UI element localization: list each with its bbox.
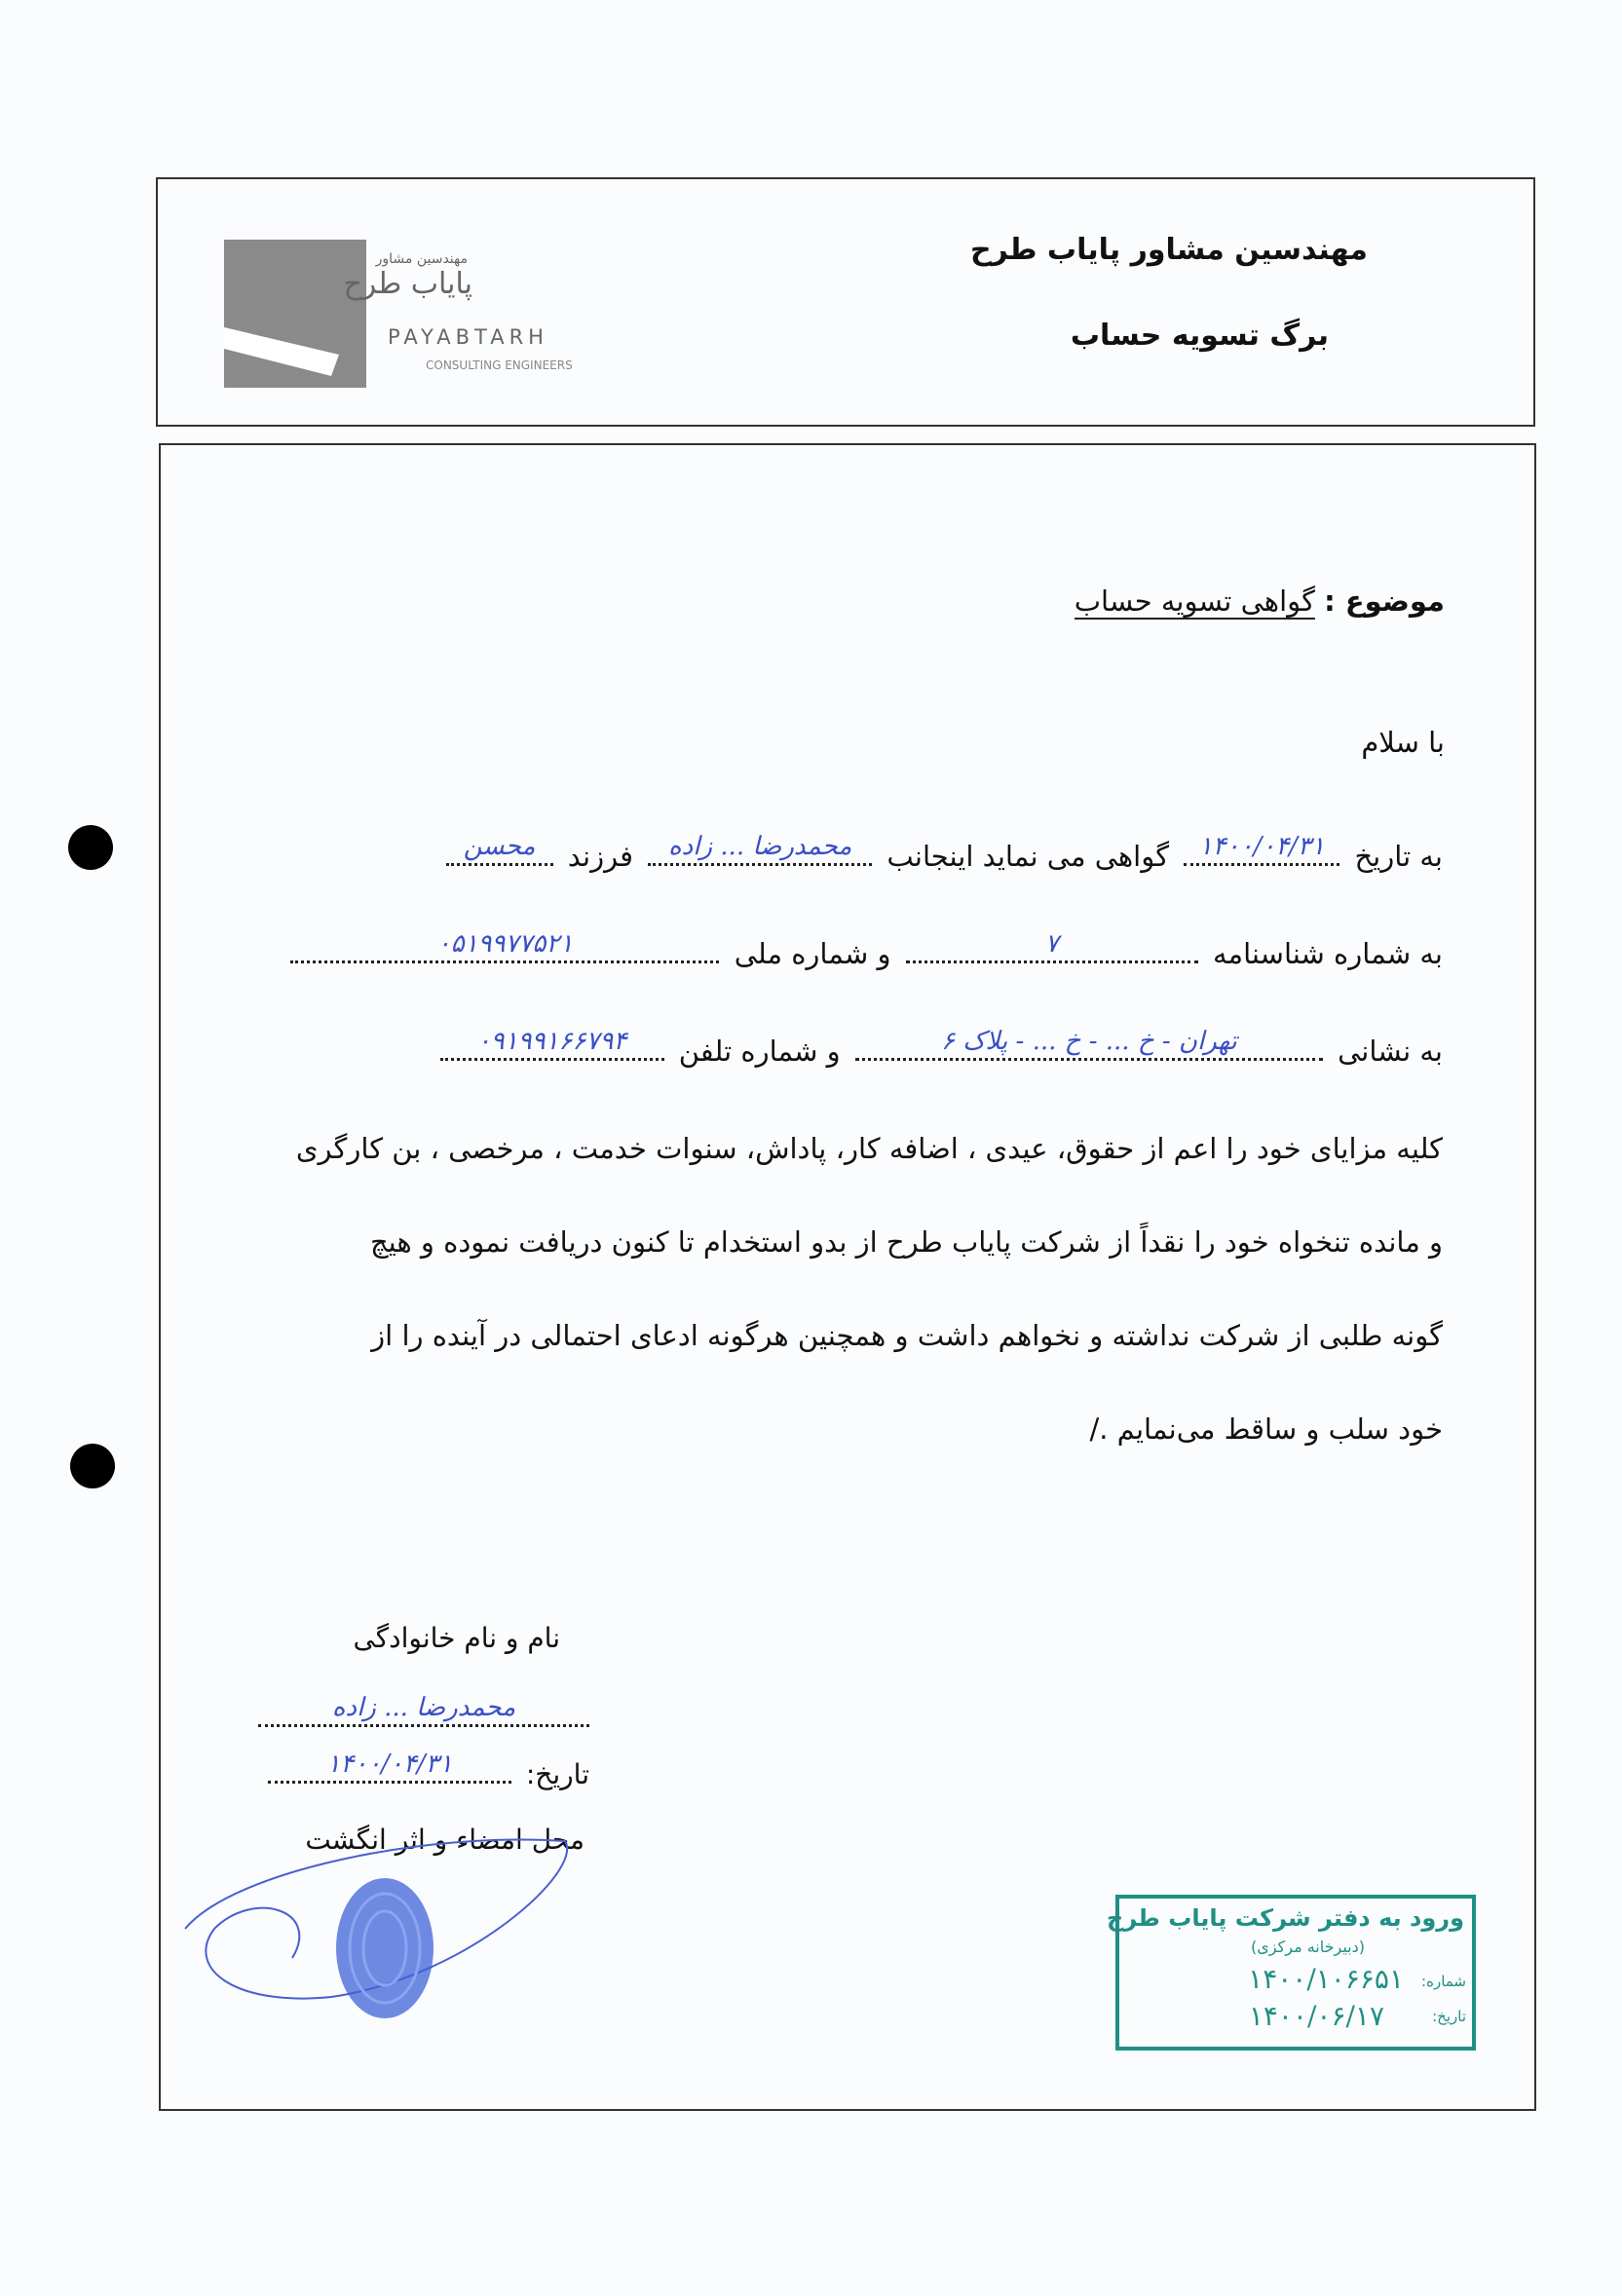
punch-hole xyxy=(70,1444,115,1488)
address-label: به نشانی xyxy=(1338,1035,1443,1068)
company-name: مهندسین مشاور پایاب طرح xyxy=(969,233,1368,267)
line-address xyxy=(434,1027,1443,1068)
national-value: ۰۵۱۹۹۷۷۵۲۱ xyxy=(436,929,574,959)
address-value: تهران - خ ... - خ ... - پلاک ۶ xyxy=(941,1027,1237,1056)
child-of-label: فرزند xyxy=(567,840,633,873)
id-value: ۷ xyxy=(1044,929,1059,959)
logo-fa-small: مهندسین مشاور xyxy=(375,251,468,267)
phone-field xyxy=(440,1027,664,1061)
stamp-subtitle: (دبیرخانه مرکزی) xyxy=(1251,1938,1365,1956)
signature-name-value: محمدرضا ... زاده xyxy=(331,1693,516,1722)
subject-line xyxy=(1075,584,1445,618)
line-id xyxy=(284,929,1443,970)
name-field xyxy=(648,832,872,866)
form-title: برگ تسویه حساب xyxy=(1070,319,1329,353)
stamp-number-label: شماره: xyxy=(1421,1973,1466,1990)
national-label: و شماره ملی xyxy=(734,937,891,970)
father-value: محسن xyxy=(463,832,536,861)
logo-mark-icon xyxy=(224,240,366,388)
signature-date-value: ۱۴۰۰/۰۴/۳۱ xyxy=(326,1750,453,1779)
punch-hole xyxy=(68,825,113,870)
father-field xyxy=(446,832,553,866)
address-field xyxy=(855,1027,1323,1061)
subject-label: موضوع : xyxy=(1324,584,1445,618)
signature-name-field xyxy=(258,1695,589,1727)
subject-text: گواهی تسویه حساب xyxy=(1074,584,1315,618)
header-box xyxy=(156,177,1535,427)
greeting: با سلام xyxy=(1361,726,1445,759)
company-logo xyxy=(224,240,653,395)
national-field xyxy=(290,929,719,963)
id-label: به شماره شناسنامه xyxy=(1212,937,1443,970)
registry-stamp xyxy=(1107,1895,1476,2051)
signature-date xyxy=(262,1750,589,1790)
id-field xyxy=(906,929,1198,963)
certify-text: گواهی می نماید اینجانب xyxy=(886,840,1170,873)
paragraph-line: کلیه مزایای خود را اعم از حقوق، عیدی ، اضافه کار، پاداش، سنوات خدمت ، مرخصی ، بن کارگری xyxy=(295,1132,1443,1165)
signature-date-label: تاریخ: xyxy=(525,1758,589,1790)
date-value: ۱۴۰۰/۰۴/۳۱ xyxy=(1198,832,1325,861)
date-field xyxy=(1184,832,1339,866)
phone-label: و شماره تلفن xyxy=(678,1035,841,1068)
date-label: به تاریخ xyxy=(1354,840,1443,873)
line-date-name xyxy=(440,832,1443,873)
phone-value: ۰۹۱۹۹۱۶۶۷۹۴ xyxy=(476,1027,627,1056)
logo-en-sub: CONSULTING ENGINEERS xyxy=(426,358,573,372)
paragraph-line: و مانده تنخواه خود را نقداً از شرکت پایاب طرح از بدو استخدام تا کنون دریافت نموده و هیچ xyxy=(369,1225,1443,1259)
paragraph-line: گونه طلبی از شرکت نداشته و نخواهم داشت و همچنین هرگونه ادعای احتمالی در آینده را از xyxy=(371,1319,1443,1352)
stamp-title: ورود به دفتر شرکت پایاب طرح xyxy=(1107,1904,1464,1932)
signature-name-label: نام و نام خانوادگی xyxy=(353,1622,560,1654)
signature-date-field xyxy=(268,1750,511,1784)
paragraph-line: خود سلب و ساقط می‌نمایم ./ xyxy=(1089,1412,1443,1446)
logo-fa-name: پایاب طرح xyxy=(343,267,472,301)
name-value: محمدرضا ... زاده xyxy=(668,832,852,861)
signature-place-label: محل امضاء و اثر انگشت xyxy=(305,1824,585,1856)
stamp-date-label: تاریخ: xyxy=(1432,2008,1466,2025)
stamp-number-value: ۱۴۰۰/۱۰۶۶۵۱ xyxy=(1248,1963,1404,1995)
logo-en-name: PAYABTARH xyxy=(388,325,548,349)
signature-fingerprint-icon xyxy=(175,1812,585,2055)
stamp-date-value: ۱۴۰۰/۰۶/۱۷ xyxy=(1248,2000,1384,2032)
